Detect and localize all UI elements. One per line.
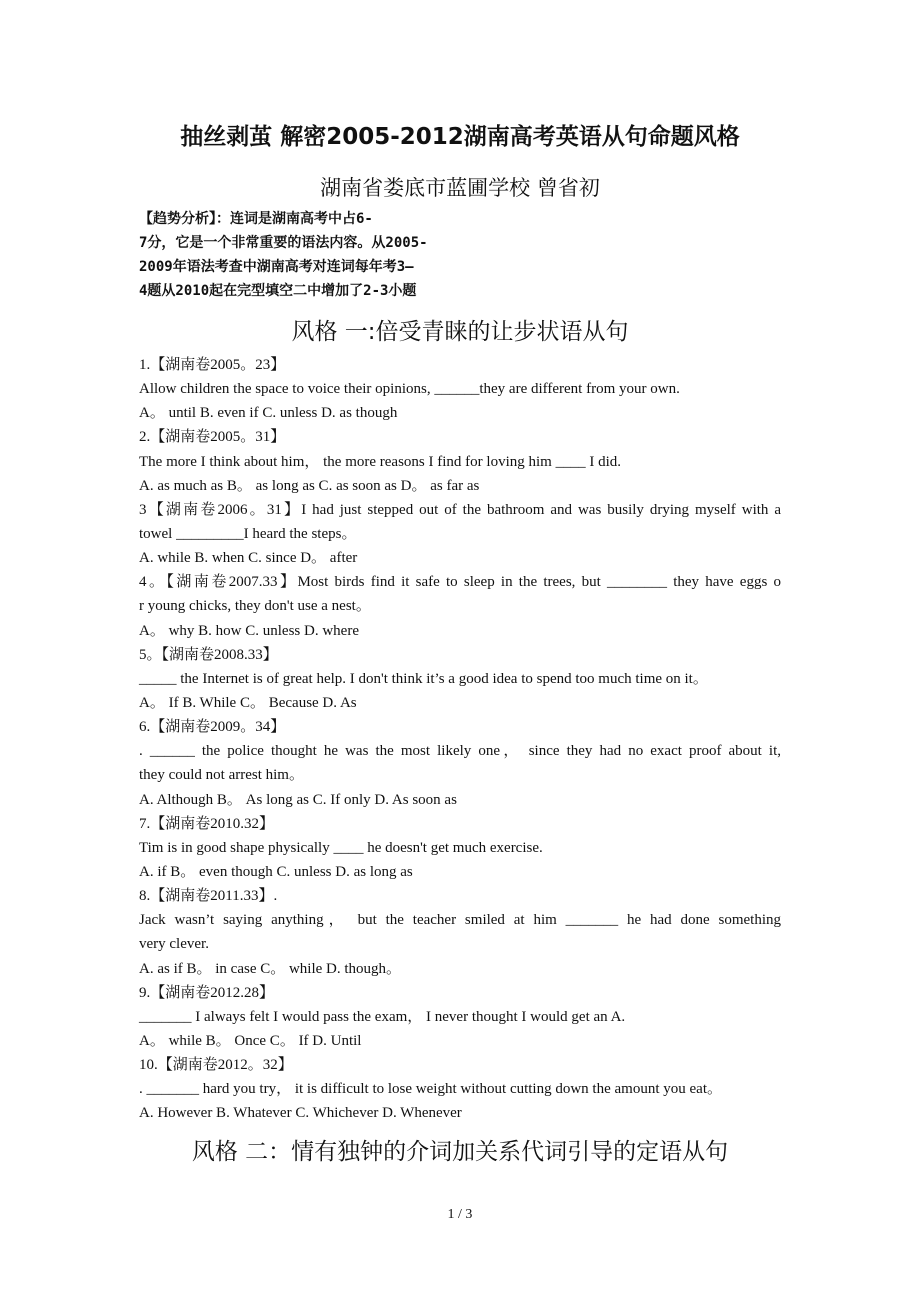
question-list bbox=[139, 353, 781, 1126]
question-8-text-cont: very clever. bbox=[139, 936, 209, 953]
question-5-text: _____ the Internet is of great help. I don't think it’s a good idea to spend too much time on it。 bbox=[139, 670, 708, 687]
analysis-line: 2009年语法考查中湖南高考对连词每年考3— bbox=[139, 259, 414, 275]
question-2-options: A. as much as B。 as long as C. as soon as D。 as far as bbox=[139, 477, 480, 494]
question-7-text: Tim is in good shape physically ____ he doesn't get much exercise. bbox=[139, 839, 543, 856]
question-2-text: The more I think about him， the more reasons I find for loving him ____ I did. bbox=[139, 453, 621, 470]
analysis-line: 4题从2010起在完型填空二中增加了2-3小题 bbox=[139, 283, 417, 299]
document-title: 抽丝剥茧 解密2005-2012湖南高考英语从句命题风格 bbox=[180, 124, 740, 150]
question-8-options: A. as if B。 in case C。 while D. though。 bbox=[139, 960, 402, 977]
question-3-text-cont: towel _________I heard the steps。 bbox=[139, 525, 357, 542]
question-8-text: Jack wasn’t saying anything， but the teacher smiled at him _______ he had done something bbox=[139, 912, 781, 929]
question-5-header: 5。【湖南卷2008.33】 bbox=[139, 646, 278, 663]
question-9-options: A。 while B。 Once C。 If D. Until bbox=[139, 1032, 362, 1049]
question-4-text: 4。【湖南卷2007.33】Most birds find it safe to sleep in the trees, but ________ they have eggs o bbox=[139, 574, 781, 591]
section-heading-style-1: 风格 一:倍受青睐的让步状语从句 bbox=[291, 319, 629, 345]
question-10-header: 10.【湖南卷2012。32】 bbox=[139, 1057, 293, 1074]
question-1-options: A。 until B. even if C. unless D. as though bbox=[139, 405, 398, 422]
section-heading-style-2: 风格 二：情有独钟的介词加关系代词引导的定语从句 bbox=[191, 1139, 729, 1165]
question-6-text: . ______ the police thought he was the most likely one， since they had no exact proof about it, bbox=[139, 743, 781, 760]
question-6-options: A. Although B。 As long as C. If only D. As soon as bbox=[139, 791, 457, 808]
question-5-options: A。 If B. While C。 Because D. As bbox=[139, 694, 357, 711]
question-4-options: A。 why B. how C. unless D. where bbox=[139, 622, 359, 639]
question-3-text: 3【湖南卷2006。31】I had just stepped out of the bathroom and was busily drying myself with a bbox=[139, 501, 781, 518]
question-10-options: A. However B. Whatever C. Whichever D. Whenever bbox=[139, 1105, 462, 1122]
question-1-header: 1.【湖南卷2005。23】 bbox=[139, 357, 286, 373]
question-6-header: 6.【湖南卷2009。34】 bbox=[139, 719, 286, 736]
question-7-header: 7.【湖南卷2010.32】 bbox=[139, 815, 275, 832]
question-10-text: . _______ hard you try， it is difficult to lose weight without cutting down the amount you eat。 bbox=[139, 1081, 722, 1098]
question-1-text: Allow children the space to voice their opinions, ______they are different from your own. bbox=[139, 381, 680, 398]
question-4-text-cont: r young chicks, they don't use a nest。 bbox=[139, 598, 371, 615]
trend-analysis bbox=[139, 207, 799, 303]
analysis-line: 【趋势分析】：连词是湖南高考中占6- bbox=[139, 211, 373, 227]
analysis-line: 7分，它是一个非常重要的语法内容。从2005- bbox=[139, 235, 428, 251]
question-8-header: 8.【湖南卷2011.33】. bbox=[139, 888, 278, 905]
author-line: 湖南省娄底市蓝圃学校 曾省初 bbox=[320, 176, 600, 200]
question-9-text: _______ I always felt I would pass the exam， I never thought I would get an A. bbox=[139, 1008, 626, 1025]
question-3-options: A. while B. when C. since D。 after bbox=[139, 550, 358, 567]
question-6-text-cont: they could not arrest him。 bbox=[139, 767, 304, 784]
question-9-header: 9.【湖南卷2012.28】 bbox=[139, 984, 275, 1001]
question-7-options: A. if B。 even though C. unless D. as long as bbox=[139, 863, 413, 880]
page-number: 1 / 3 bbox=[447, 1207, 473, 1222]
question-2-header: 2.【湖南卷2005。31】 bbox=[139, 429, 286, 446]
